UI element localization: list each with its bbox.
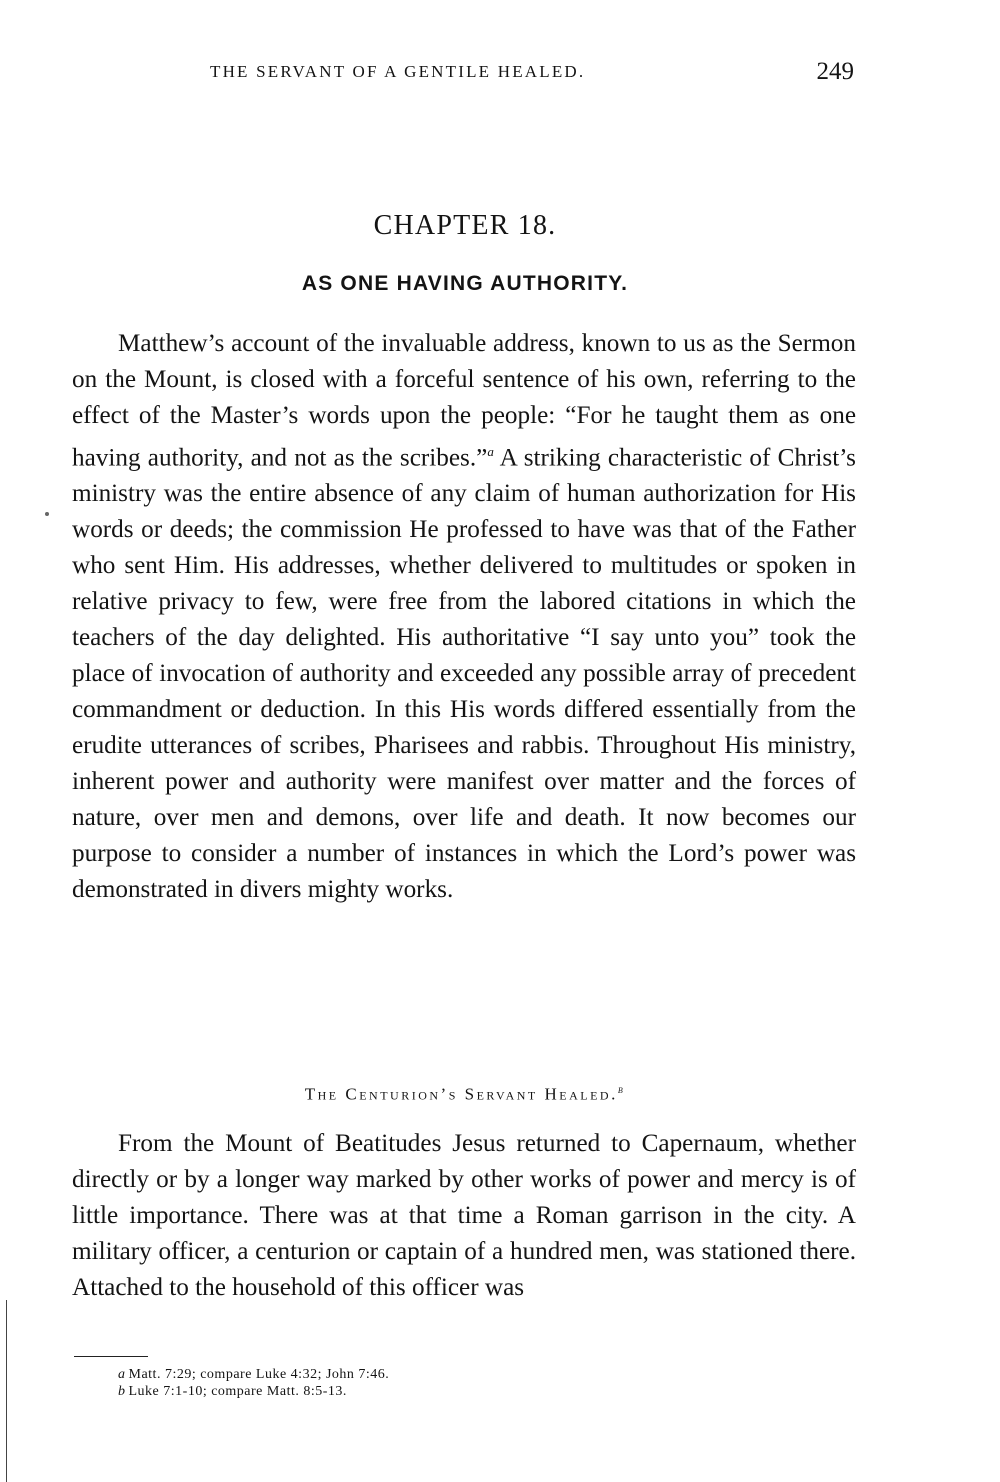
scan-margin-line <box>6 1300 7 1482</box>
footnote-ref-a: a <box>487 444 494 459</box>
footnote-a <box>118 1366 818 1383</box>
scan-speck <box>45 512 49 516</box>
footnote-mark: a <box>118 1367 126 1382</box>
section-heading-text: The Centurion’s Servant Healed. <box>304 1084 618 1104</box>
chapter-title: AS ONE HAVING AUTHORITY. <box>301 272 629 295</box>
running-head-title: THE SERVANT OF A GENTILE HEALED. <box>210 62 586 81</box>
footnote-b <box>118 1383 818 1400</box>
paragraph-1-text-b: A striking characteristic of Christ’s ministry was the entire absence of any claim of human authorization for His words or deeds; the commission He professed to have was that of the Father who sent Him. His addresses, whether delivered to multitudes or spoken in relative privacy to few, were free from the labored citations in which the teachers of the day delighted. His authoritative “I say unto you” took the place of invocation of authority and exceeded any possible array of precedent commandment or deduction. In this His words differed essentially from the erudite utterances of scribes, Pharisees and rabbis. Throughout His ministry, inherent power and authority were manifest over matter and the forces of nature, over men and demons, over life and death. It now becomes our purpose to consider a number of instances in which the Lord’s power was demonstrated in divers mighty works. <box>72 444 856 904</box>
paragraph-1-text-a: Matthew’s account of the invaluable address, known to us as the Sermon on the Mount, is closed with a forceful sentence of his own, referring to the effect of the Master’s words upon the people: “For he taught them as one having authority, and not as the scribes.” <box>72 330 856 472</box>
chapter-label: CHAPTER 18. <box>373 210 557 241</box>
footnote-ref-b: b <box>617 1082 626 1096</box>
footnotes <box>118 1366 818 1400</box>
footnote-text: Matt. 7:29; compare Luke 4:32; John 7:46. <box>128 1367 390 1382</box>
running-head <box>70 58 860 88</box>
footnote-divider <box>74 1356 148 1357</box>
page-number: 249 <box>816 58 854 85</box>
footnote-mark: b <box>118 1384 126 1399</box>
section-heading <box>70 1082 860 1105</box>
body-paragraph-2: From the Mount of Beatitudes Jesus returned to Capernaum, whether directly or by a longer way marked by other works of power and mercy is of little importance. There was at that time a Roman garrison in the city. A military officer, a centurion or captain of a hundred men, was stationed there. Attached to the household of this officer was <box>72 1130 856 1301</box>
footnote-text: Luke 7:1-10; compare Matt. 8:5-13. <box>128 1384 347 1399</box>
body-paragraph-1 <box>72 326 856 908</box>
